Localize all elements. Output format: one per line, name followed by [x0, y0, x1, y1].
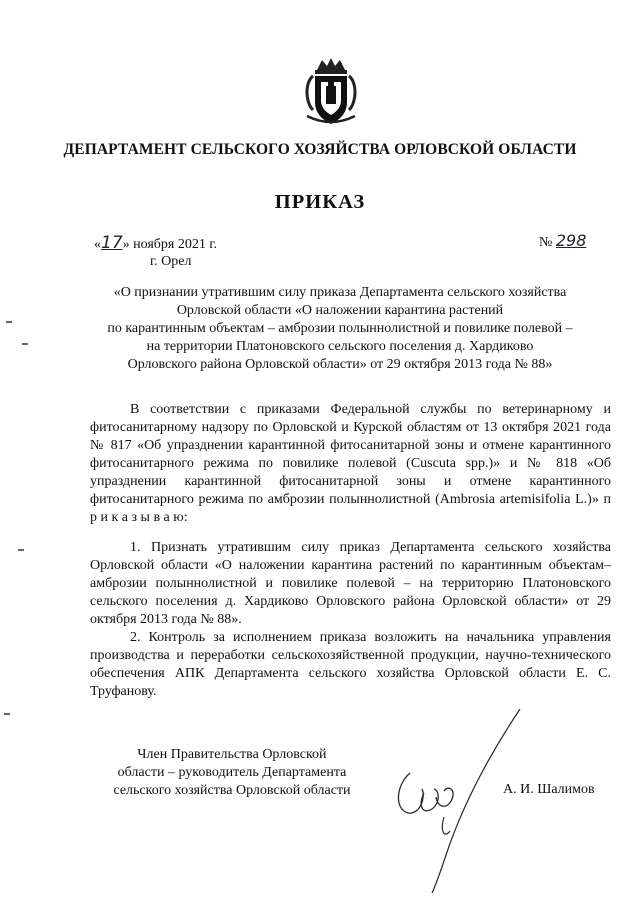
subject-line: «О признании утратившим силу приказа Департамента сельского хозяйства — [113, 285, 567, 300]
scan-margin-mark — [22, 343, 28, 345]
city-name: г. Орел — [150, 254, 192, 269]
department-header: ДЕПАРТАМЕНТ СЕЛЬСКОГО ХОЗЯЙСТВА ОРЛОВСКОЙ ОБЛАСТИ — [63, 141, 577, 158]
subject-line: Орловского района Орловской области» от 29 октября 2013 года № 88» — [127, 357, 553, 372]
preamble-paragraph: В соответствии с приказами Федеральной службы по ветеринарному и фитосанитарному надзору по Орловской и Курской областям от 13 октября 2021 года № 817 «Об упразднении карантинной фитосанитарной зоны и отмене карантинного фитосанитарного режима по повилике полевой (Cuscuta spp.)» и № 818 «Об упразднении карантинной фитосанитарной зоны и отмене карантинного фитосанитарного режима по амброзии полыннолистной (Ambrosia artemisifolia L.)» п р и к а з ы в а ю: — [90, 402, 611, 525]
date-month-year: » ноября 2021 г. — [122, 237, 218, 252]
handwritten-signature-icon — [386, 705, 526, 895]
subject-line: на территории Платоновского сельского поселения д. Хардиково — [146, 339, 534, 354]
coat-of-arms-emblem-icon — [301, 56, 361, 128]
number-value-handwritten: 298 — [555, 231, 587, 250]
scan-margin-mark — [18, 549, 24, 551]
order-date — [94, 233, 217, 253]
order-subject — [80, 284, 600, 374]
signatory-name: А. И. Шалимов — [503, 782, 595, 797]
scan-margin-mark — [6, 321, 12, 323]
document-type-title: ПРИКАЗ — [274, 191, 366, 213]
signatory-title-line: области – руководитель Департамента — [117, 765, 347, 780]
order-item-2: 2. Контроль за исполнением приказа возложить на начальника управления производства и переработки сельскохозяйственной продукции, научно-технического обеспечения АПК Департамента сельского хозяйства Орловской области Е. С. Труфанову. — [90, 630, 611, 699]
date-day-handwritten: 17 — [101, 233, 123, 253]
order-item-1: 1. Признать утратившим силу приказ Департамента сельского хозяйства Орловской области «О наложении карантина растений по карантинным объектам–амброзии полыннолистной и повилике полевой – на территорию Платоновского сельского поселения д. Хардиково Орловского района Орловской области» от 29 октября 2013 года № 88». — [90, 540, 611, 627]
signatory-title-line: Член Правительства Орловской — [137, 747, 327, 762]
scan-margin-mark — [4, 713, 10, 715]
date-open-quote: « — [94, 237, 101, 252]
subject-line: Орловской области «О наложении карантина растений — [176, 303, 504, 318]
order-number — [539, 231, 586, 251]
number-sign: № — [539, 235, 553, 250]
subject-line: по карантинным объектам – амброзии полыннолистной и повилике полевой – — [107, 321, 573, 336]
signatory-title — [97, 746, 367, 800]
signatory-title-line: сельского хозяйства Орловской области — [113, 783, 351, 798]
